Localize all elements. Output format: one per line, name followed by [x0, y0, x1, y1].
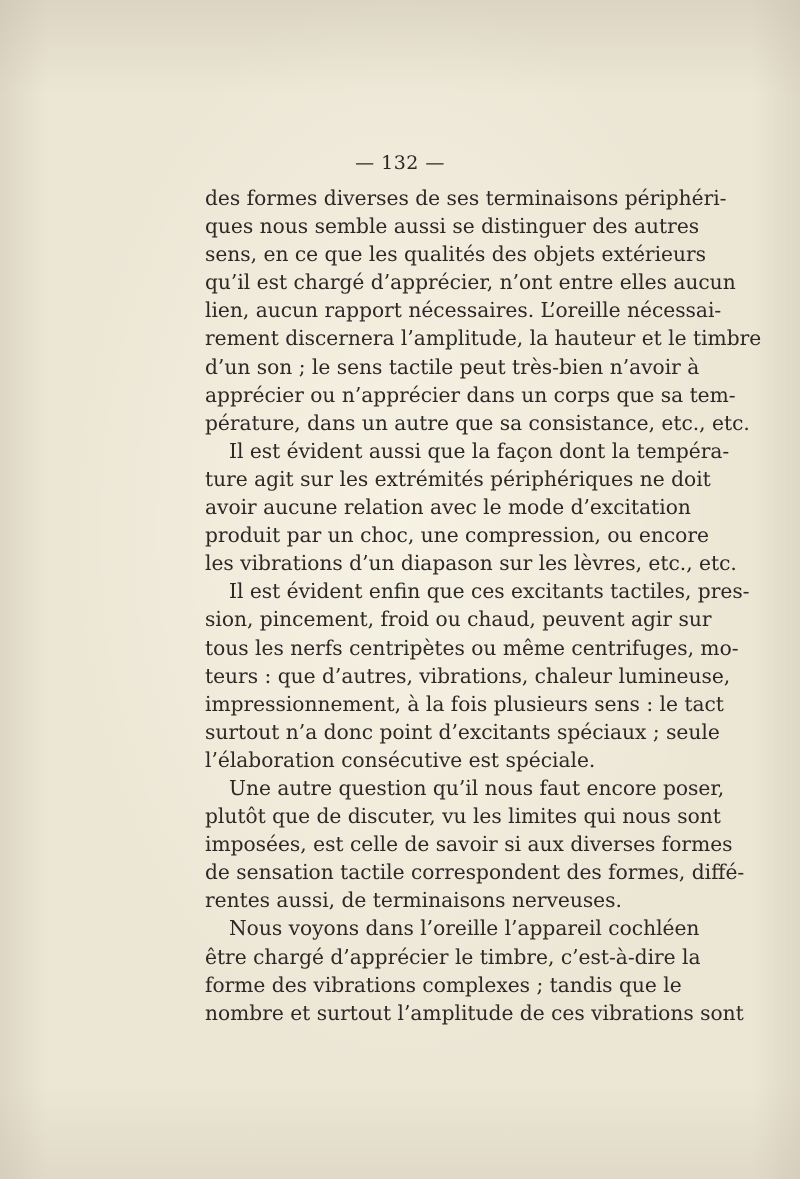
text-line: ques nous semble aussi se distinguer des autres — [205, 214, 700, 239]
text-line: d’un son ; le sens tactile peut très-bien n’avoir à — [205, 354, 700, 379]
text-line: imposées, est celle de savoir si aux diverses formes — [205, 832, 733, 857]
text-line: sens, en ce que les qualités des objets extérieurs — [205, 242, 706, 267]
text-line: plutôt que de discuter, vu les limites qui nous sont — [205, 804, 721, 829]
text-line: avoir aucune relation avec le mode d’excitation — [205, 495, 691, 520]
text-line: ture agit sur les extrémités périphériques ne doit — [205, 466, 711, 491]
text-line: tous les nerfs centripètes ou même centrifuges, mo- — [205, 635, 739, 660]
text-line: forme des vibrations complexes ; tandis que le — [205, 972, 682, 997]
text-line: rement discernera l’amplitude, la hauteur et le timbre — [205, 326, 762, 351]
text-line: être chargé d’apprécier le timbre, c’est-à-dire la — [205, 944, 701, 969]
text-line: nombre et surtout l’amplitude de ces vibrations sont — [205, 1000, 744, 1025]
text-line: l’élaboration consécutive est spéciale. — [205, 747, 596, 772]
text-line: impressionnement, à la fois plusieurs sens : le tact — [205, 691, 724, 716]
text-line: produit par un choc, une compression, ou encore — [205, 523, 709, 548]
text-line: sion, pincement, froid ou chaud, peuvent agir sur — [205, 607, 712, 632]
text-line: les vibrations d’un diapason sur les lèvres, etc., etc. — [205, 551, 737, 576]
paragraph-start-line: Une autre question qu’il nous faut encore poser, — [229, 775, 725, 800]
text-line: qu’il est chargé d’apprécier, n’ont entre elles aucun — [205, 270, 736, 295]
text-line: surtout n’a donc point d’excitants spéciaux ; seule — [205, 719, 720, 744]
text-line: apprécier ou n’apprécier dans un corps que sa tem- — [205, 382, 736, 407]
paragraph-start-line: Il est évident enfin que ces excitants tactiles, pres- — [229, 579, 750, 604]
page-number: — 132 — — [355, 152, 445, 174]
paragraph-start-line: Nous voyons dans l’oreille l’appareil cochléen — [229, 916, 700, 941]
text-line: lien, aucun rapport nécessaires. L’oreille nécessai- — [205, 298, 722, 323]
text-line: pérature, dans un autre que sa consistance, etc., etc. — [205, 410, 750, 435]
text-line: teurs : que d’autres, vibrations, chaleur lumineuse, — [205, 663, 731, 688]
text-line: des formes diverses de ses terminaisons périphéri- — [205, 186, 727, 210]
text-line: de sensation tactile correspondent des formes, diffé- — [205, 860, 745, 885]
body-text — [205, 184, 762, 1027]
paragraph-start-line: Il est évident aussi que la façon dont la tempéra- — [229, 438, 730, 463]
text-line: rentes aussi, de terminaisons nerveuses. — [205, 888, 622, 913]
